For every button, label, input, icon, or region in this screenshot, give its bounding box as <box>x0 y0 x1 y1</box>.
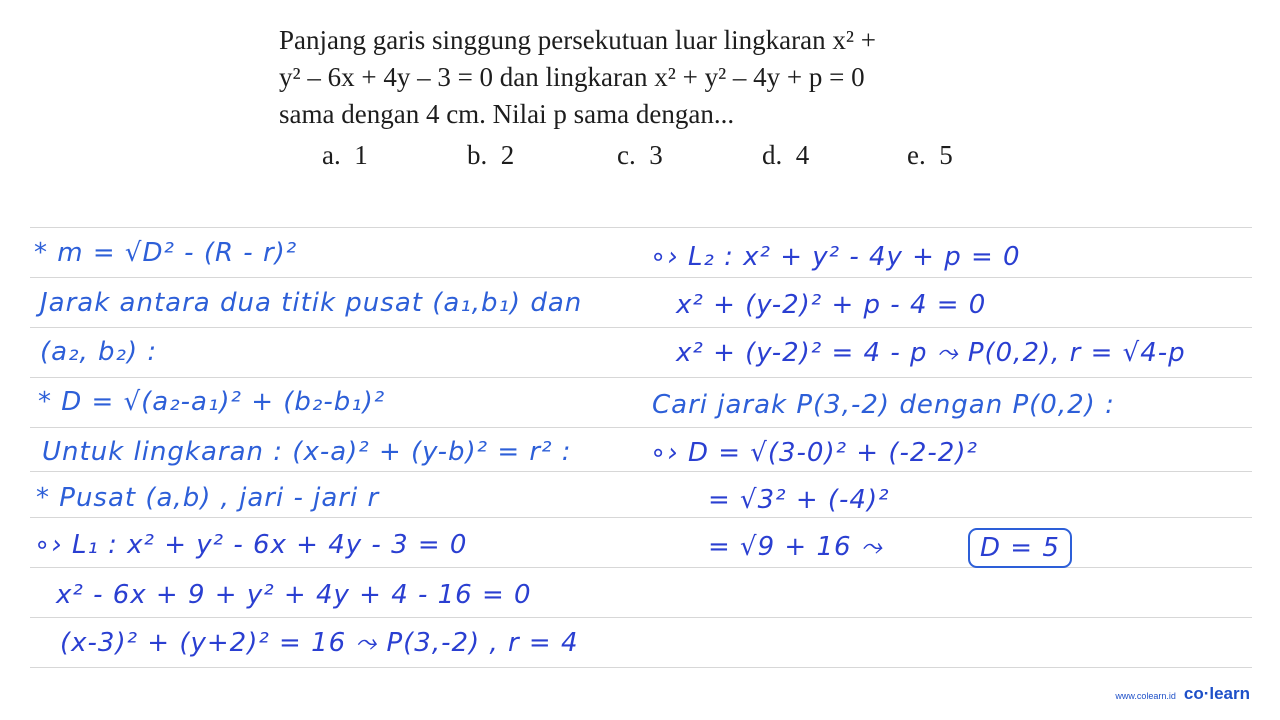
note-distance-intro-cont: (a₂, b₂) : <box>40 337 158 367</box>
note-l2-equation: ∘› L₂ : x² + y² - 4y + p = 0 <box>650 242 1021 272</box>
ruled-line <box>30 617 1252 618</box>
answer-box: D = 5 <box>968 528 1072 568</box>
ruled-line <box>30 327 1252 328</box>
note-l1-complete-square: x² - 6x + 9 + y² + 4y + 4 - 16 = 0 <box>56 580 532 610</box>
answer-options <box>322 140 1022 180</box>
ruled-line <box>30 517 1252 518</box>
question-line-2: y² – 6x + 4y – 3 = 0 dan lingkaran x² + y² – 4y + p = 0 <box>279 62 865 92</box>
question-line-3: sama dengan 4 cm. Nilai p sama dengan... <box>279 99 735 129</box>
ruled-line <box>30 277 1252 278</box>
note-formula-d: * D = √(a₂-a₁)² + (b₂-b₁)² <box>38 387 386 417</box>
ruled-line <box>30 471 1252 472</box>
option-a: a. 1 <box>322 140 368 170</box>
logo-url: www.colearn.id <box>1115 691 1176 701</box>
logo-brand: co·learn <box>1183 684 1250 703</box>
option-c: c. 3 <box>617 140 663 170</box>
note-d-step2: = √9 + 16 ⤳ <box>708 532 883 562</box>
option-e: e. 5 <box>907 140 953 170</box>
note-distance-intro: Jarak antara dua titik pusat (a₁,b₁) dan <box>40 288 583 318</box>
ruled-line <box>30 427 1252 428</box>
ruled-line <box>30 667 1252 668</box>
note-circle-form: Untuk lingkaran : (x-a)² + (y-b)² = r² : <box>42 437 572 467</box>
note-d-formula: ∘› D = √(3-0)² + (-2-2)² <box>650 438 978 468</box>
note-find-distance: Cari jarak P(3,-2) dengan P(0,2) : <box>652 390 1115 420</box>
note-center-radius: * Pusat (a,b) , jari - jari r <box>36 483 380 513</box>
option-b: b. 2 <box>467 140 515 170</box>
question-line-1: Panjang garis singgung persekutuan luar lingkaran x² + <box>279 25 876 55</box>
question-text <box>279 22 999 133</box>
note-l1-equation: ∘› L₁ : x² + y² - 6x + 4y - 3 = 0 <box>34 530 468 560</box>
note-l1-result: (x-3)² + (y+2)² = 16 ⤳ P(3,-2) , r = 4 <box>60 628 579 658</box>
ruled-line <box>30 227 1252 228</box>
colearn-logo <box>1115 684 1250 704</box>
note-d-step1: = √3² + (-4)² <box>708 485 890 515</box>
note-l2-step: x² + (y-2)² + p - 4 = 0 <box>676 290 987 320</box>
option-d: d. 4 <box>762 140 810 170</box>
note-l2-result: x² + (y-2)² = 4 - p ⤳ P(0,2), r = √4-p <box>676 338 1186 368</box>
ruled-line <box>30 567 1252 568</box>
note-formula-m: * m = √D² - (R - r)² <box>34 238 298 268</box>
ruled-line <box>30 377 1252 378</box>
